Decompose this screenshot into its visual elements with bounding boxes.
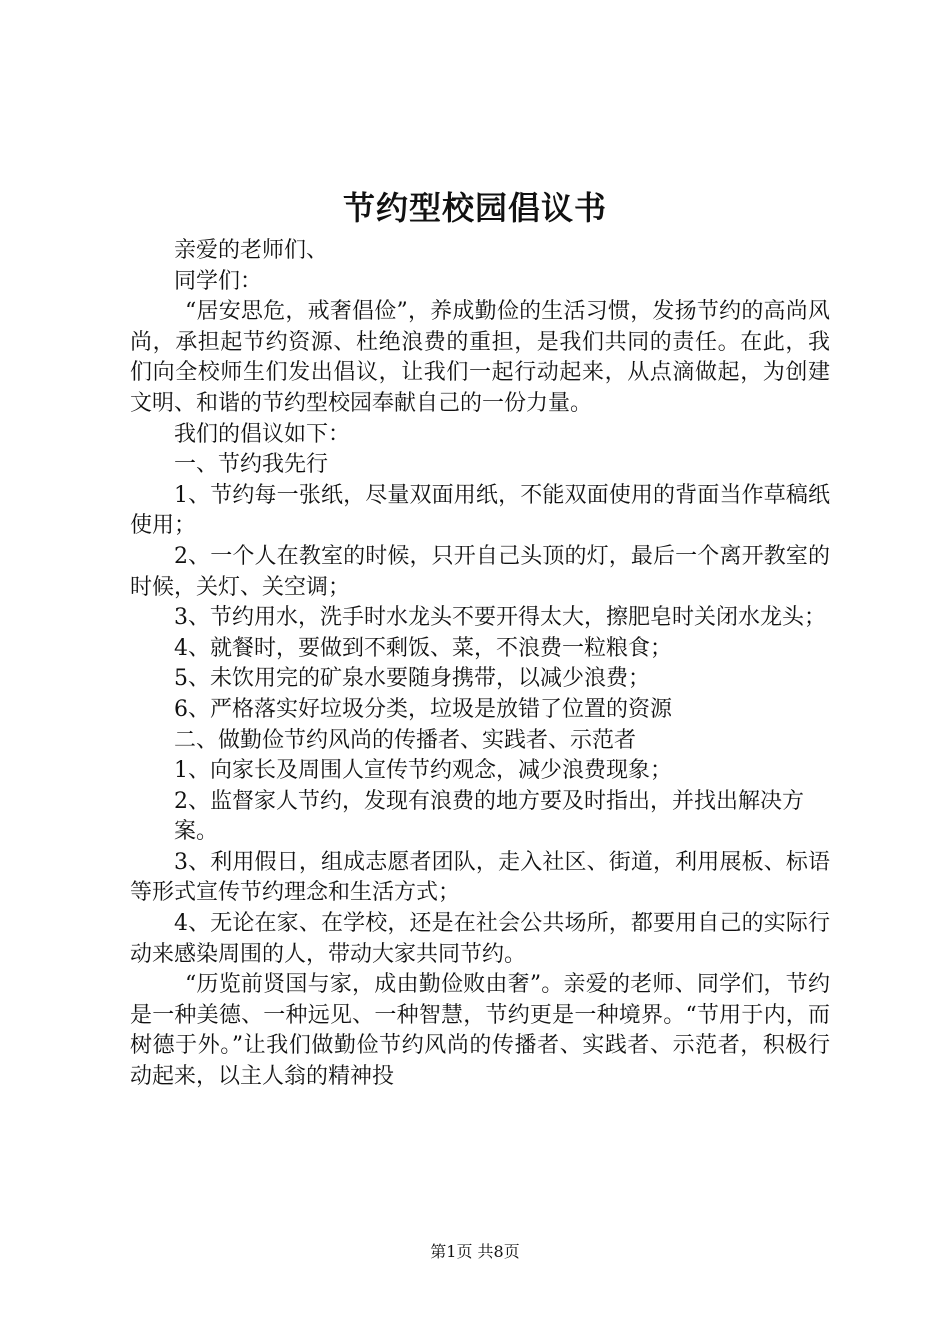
paragraph: “历览前贤国与家，成由勤俭败由奢”。亲爱的老师、同学们，节约是一种美德、一种远见、一种智慧，节约更是一种境界。“节用于内，而树德于外。”让我们做勤俭节约风尚的传播者、实践者、示范者，积极行动起来，以主人翁的精神投 (130, 972, 830, 1090)
paragraph: 3、节约用水，洗手时水龙头不要开得太大，擦肥皂时关闭水龙头； (174, 605, 826, 631)
paragraph: 6、严格落实好垃圾分类，垃圾是放错了位置的资源 (174, 696, 672, 722)
paragraph: 4、无论在家、在学校，还是在社会公共场所，都要用自己的实际行动来感染周围的人，带动大家共同节约。 (130, 911, 830, 967)
paragraph: 5、未饮用完的矿泉水要随身携带，以减少浪费； (174, 666, 650, 692)
paragraph: 1、节约每一张纸，尽量双面用纸，不能双面使用的背面当作草稿纸使用； (130, 482, 830, 539)
paragraph: 二、做勤俭节约风尚的传播者、实践者、示范者 (174, 727, 637, 753)
page-title: 节约型校园倡议书 (342, 189, 607, 227)
paragraph: 2、一个人在教室的时候，只开自己头顶的灯，最后一个离开教室的时候，关灯、关空调； (130, 543, 830, 600)
document-body (130, 236, 830, 1093)
paragraph: 4、就餐时，要做到不剩饭、菜，不浪费一粒粮食； (174, 635, 672, 661)
paragraph: 1、向家长及周围人宣传节约观念，减少浪费现象； (174, 758, 672, 784)
paragraph: 案。 (174, 819, 219, 845)
paragraph: 一、节约我先行 (174, 452, 329, 478)
paragraph: 2、监督家人节约，发现有浪费的地方要及时指出，并找出解决方 (174, 788, 804, 814)
paragraph: “居安思危，戒奢倡俭”，养成勤俭的生活习惯，发扬节约的高尚风尚，承担起节约资源、杜绝浪费的重担，是我们共同的责任。在此，我们向全校师生们发出倡议，让我们一起行动起来，从点滴做起，为创建文明、和谐的节约型校园奉献自己的一份力量。 (130, 299, 830, 416)
paragraph: 亲爱的老师们、 (174, 238, 329, 263)
paragraph: 我们的倡议如下： (174, 421, 351, 447)
paragraph: 3、利用假日，组成志愿者团队，走入社区、街道，利用展板、标语等形式宣传节约理念和生活方式； (130, 849, 830, 906)
paragraph: 同学们： (174, 268, 263, 294)
page-footer: 第1页 共8页 (430, 1242, 520, 1261)
